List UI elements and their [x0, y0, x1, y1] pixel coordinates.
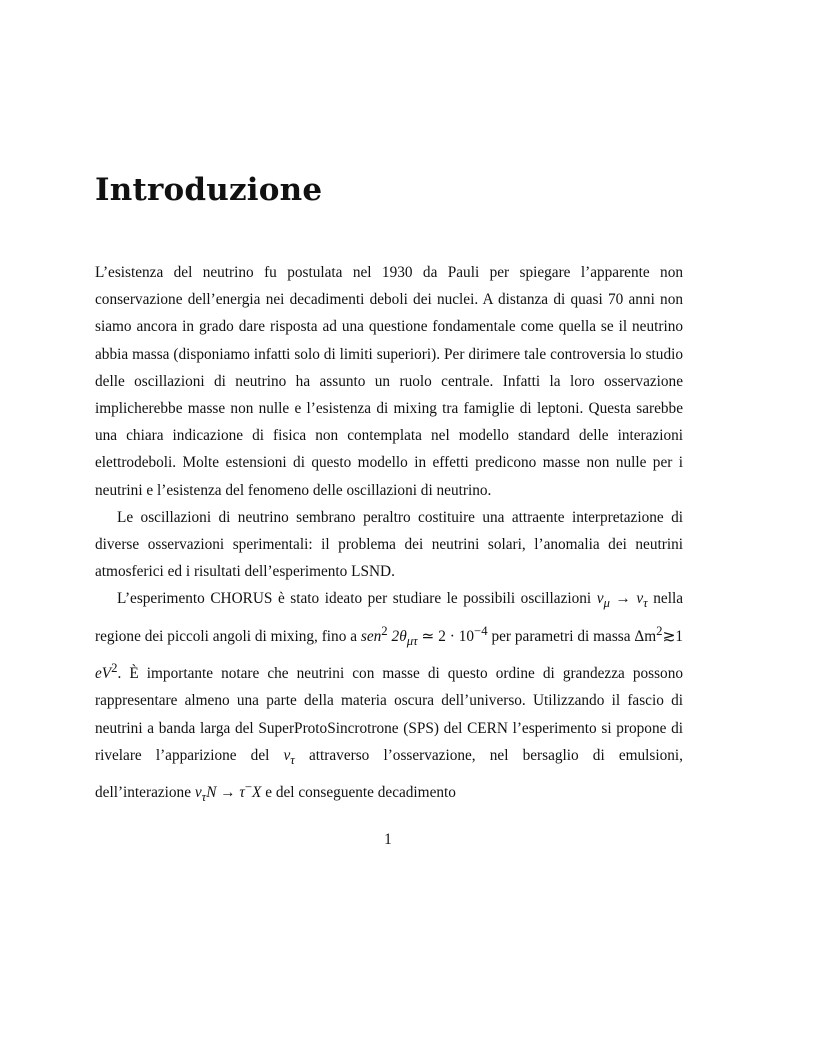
body-text [95, 259, 683, 811]
text-segment: e del conseguente decadimento [261, 784, 456, 802]
math-mixing-angle: sen$^2$ $2\theta_{\mu\tau}$ ≃ $2 \cdot 10^{-4}$ [360, 623, 488, 648]
math-nu-mu: $\nu_\mu \to \nu_\tau$ [596, 590, 648, 611]
paragraph-3 [95, 585, 683, 811]
text-segment: L’esperimento CHORUS è stato ideato per studiare le possibili oscillazioni [117, 590, 597, 608]
text-segment: attraverso l’osservazione, nel bersaglio di emulsioni, dell’interazione [95, 746, 683, 802]
math-nu-tau: $\nu_\tau$ [283, 746, 295, 767]
text-segment: nella regione dei piccoli angoli di mixing, fino a [95, 590, 683, 645]
chapter-title: Introduzione [95, 172, 323, 208]
text-segment: . È importante notare che neutrini con masse di questo ordine di grandezza possono rappresentare almeno una parte della materia oscura dell’universo. Utilizzando il fascio di neutrini a banda larga del SuperProtoSincrotrone (SPS) del CERN l’esperimento si propone di rivelare l’apparizione del [95, 665, 683, 764]
page-number: 1 [384, 831, 392, 848]
text-segment: per parametri di massa [487, 627, 635, 645]
paragraph-1: L’esistenza del neutrino fu postulata nel 1930 da Pauli per spiegare l’apparente non conservazione dell’energia nei decadimenti deboli dei nuclei. A distanza di quasi 70 anni non siamo ancora in grado dare risposta ad una questione fondamentale come quella se il neutrino abbia massa (disponiamo infatti solo di limiti superiori). Per dirimere tale controversia lo studio delle oscillazioni di neutrino ha assunto un ruolo centrale. Infatti la loro osservazione implicherebbe masse non nulle e l’esistenza di mixing tra famiglie di leptoni. Questa sarebbe una chiara indicazione di fisica non contemplata nel modello standard delle interazioni elettrodeboli. Molte estensioni di questo modello in effetti predicono masse non nulle per i neutrini e l’esistenza del fenomeno delle oscillazioni di neutrino. [95, 264, 683, 499]
paragraph-2: Le oscillazioni di neutrino sembrano peraltro costituire una attraente interpretazione di diverse osservazioni sperimentali: il problema dei neutrini solari, l’anomalia dei neutrini atmosferici ed i risultati dell’esperimento LSND. [95, 508, 683, 581]
math-mass-squared: $\Delta m^2≳1$ $eV^2$ [95, 623, 683, 683]
math-interaction: $\nu_\tau N \to \tau^-X$ [194, 779, 262, 805]
